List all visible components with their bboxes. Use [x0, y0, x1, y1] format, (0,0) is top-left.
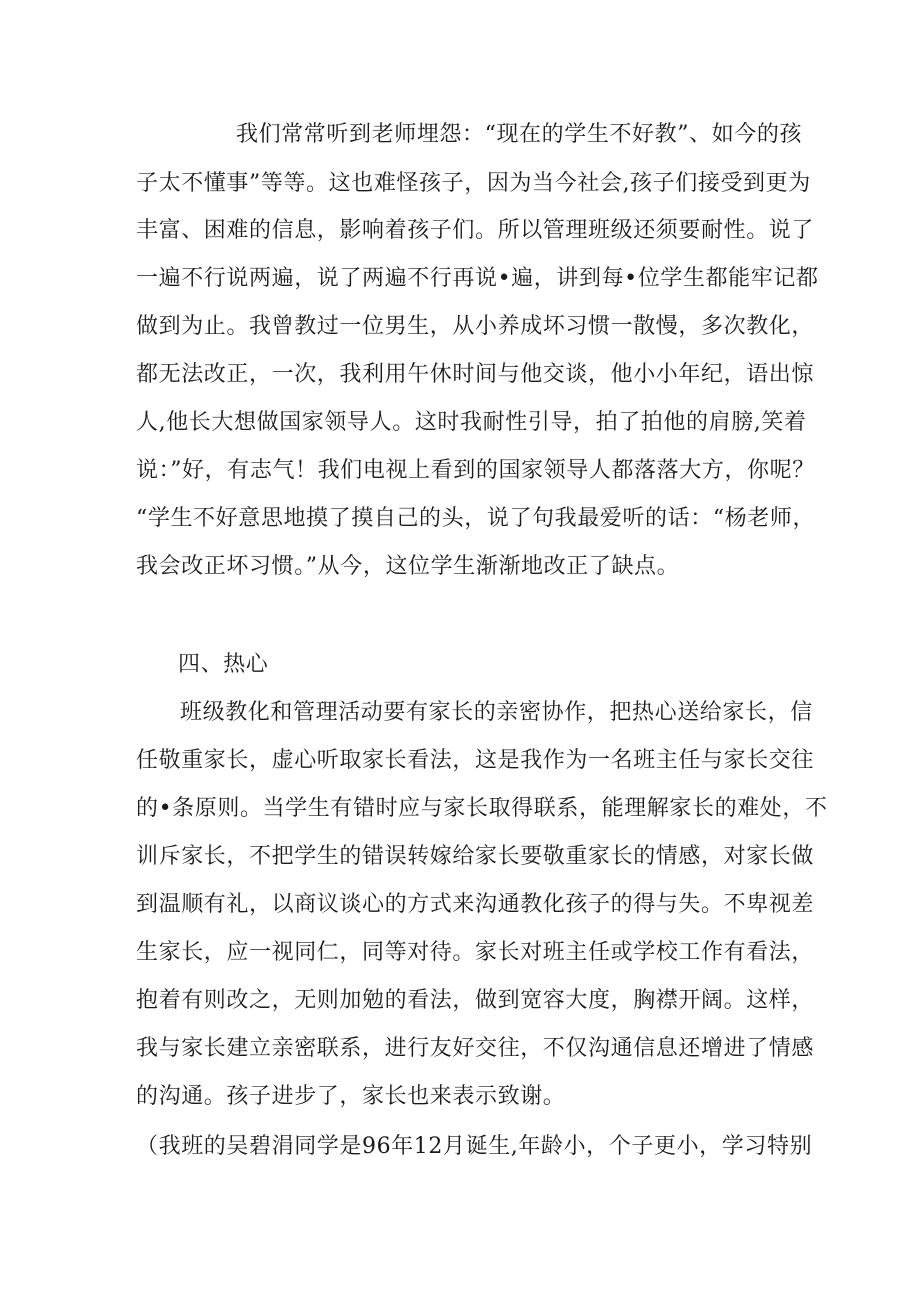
text-line: 人,他长大想做国家领导人。这时我耐性引导，拍了拍他的肩膀,笑着: [136, 410, 807, 435]
section-heading: 四、热心: [178, 652, 269, 677]
text-line: 一遍不行说两遍，说了两遍不行再说•遍，讲到每•位学生都能牢记都: [136, 266, 819, 291]
text-line: 子太不懂事”等等。这也难怪孩子，因为当今社会,孩子们接受到更为: [136, 171, 811, 196]
text-line: 生家长，应一视同仁，同等对待。家长对班主任或学校工作有看法，: [136, 940, 815, 965]
text-line: 到温顺有礼，以商议谈心的方式来沟通教化孩子的得与失。不卑视差: [136, 892, 815, 917]
text-line: 任敬重家长，虚心听取家长看法，这是我作为一名班主任与家长交往: [136, 748, 815, 773]
text-line: 的•条原则。当学生有错时应与家长取得联系，能理解家长的难处，不: [136, 796, 828, 821]
text-line: 的沟通。孩子进步了，家长也来表示致谢。: [136, 1084, 566, 1109]
text-line: “学生不好意思地摸了摸自己的头，说了句我最爱听的话：“杨老师，: [136, 506, 816, 531]
text-line: 我们常常听到老师埋怨：“现在的学生不好教”、如今的孩: [236, 122, 803, 147]
text-line: 班级教化和管理活动要有家长的亲密协作，把热心送给家长，信: [180, 700, 813, 725]
text-line: （我班的吴碧涓同学是96年12月诞生,年龄小，个子更小，学习特别: [136, 1134, 813, 1159]
text-line: 训斥家长，不把学生的错误转嫁给家长要敬重家长的情感，对家长做: [136, 844, 815, 869]
text-line: 做到为止。我曾教过一位男生，从小养成坏习惯一散慢，多次教化，: [136, 314, 815, 339]
text-line: 都无法改正，一次，我利用午休时间与他交谈，他小小年纪，语出惊: [136, 362, 815, 387]
text-line: 说：”好，有志气！我们电视上看到的国家领导人都落落大方，你呢？: [136, 458, 815, 483]
text-line: 我会改正坏习惯。”从今，这位学生渐渐地改正了缺点。: [136, 554, 680, 579]
text-line: 丰富、困难的信息，影响着孩子们。所以管理班级还须要耐性。说了: [136, 218, 815, 243]
text-line: 我与家长建立亲密联系，进行友好交往，不仅沟通信息还增进了情感: [136, 1036, 815, 1061]
text-line: 抱着有则改之，无则加勉的看法，做到宽容大度，胸襟开阔。这样，: [136, 988, 815, 1013]
